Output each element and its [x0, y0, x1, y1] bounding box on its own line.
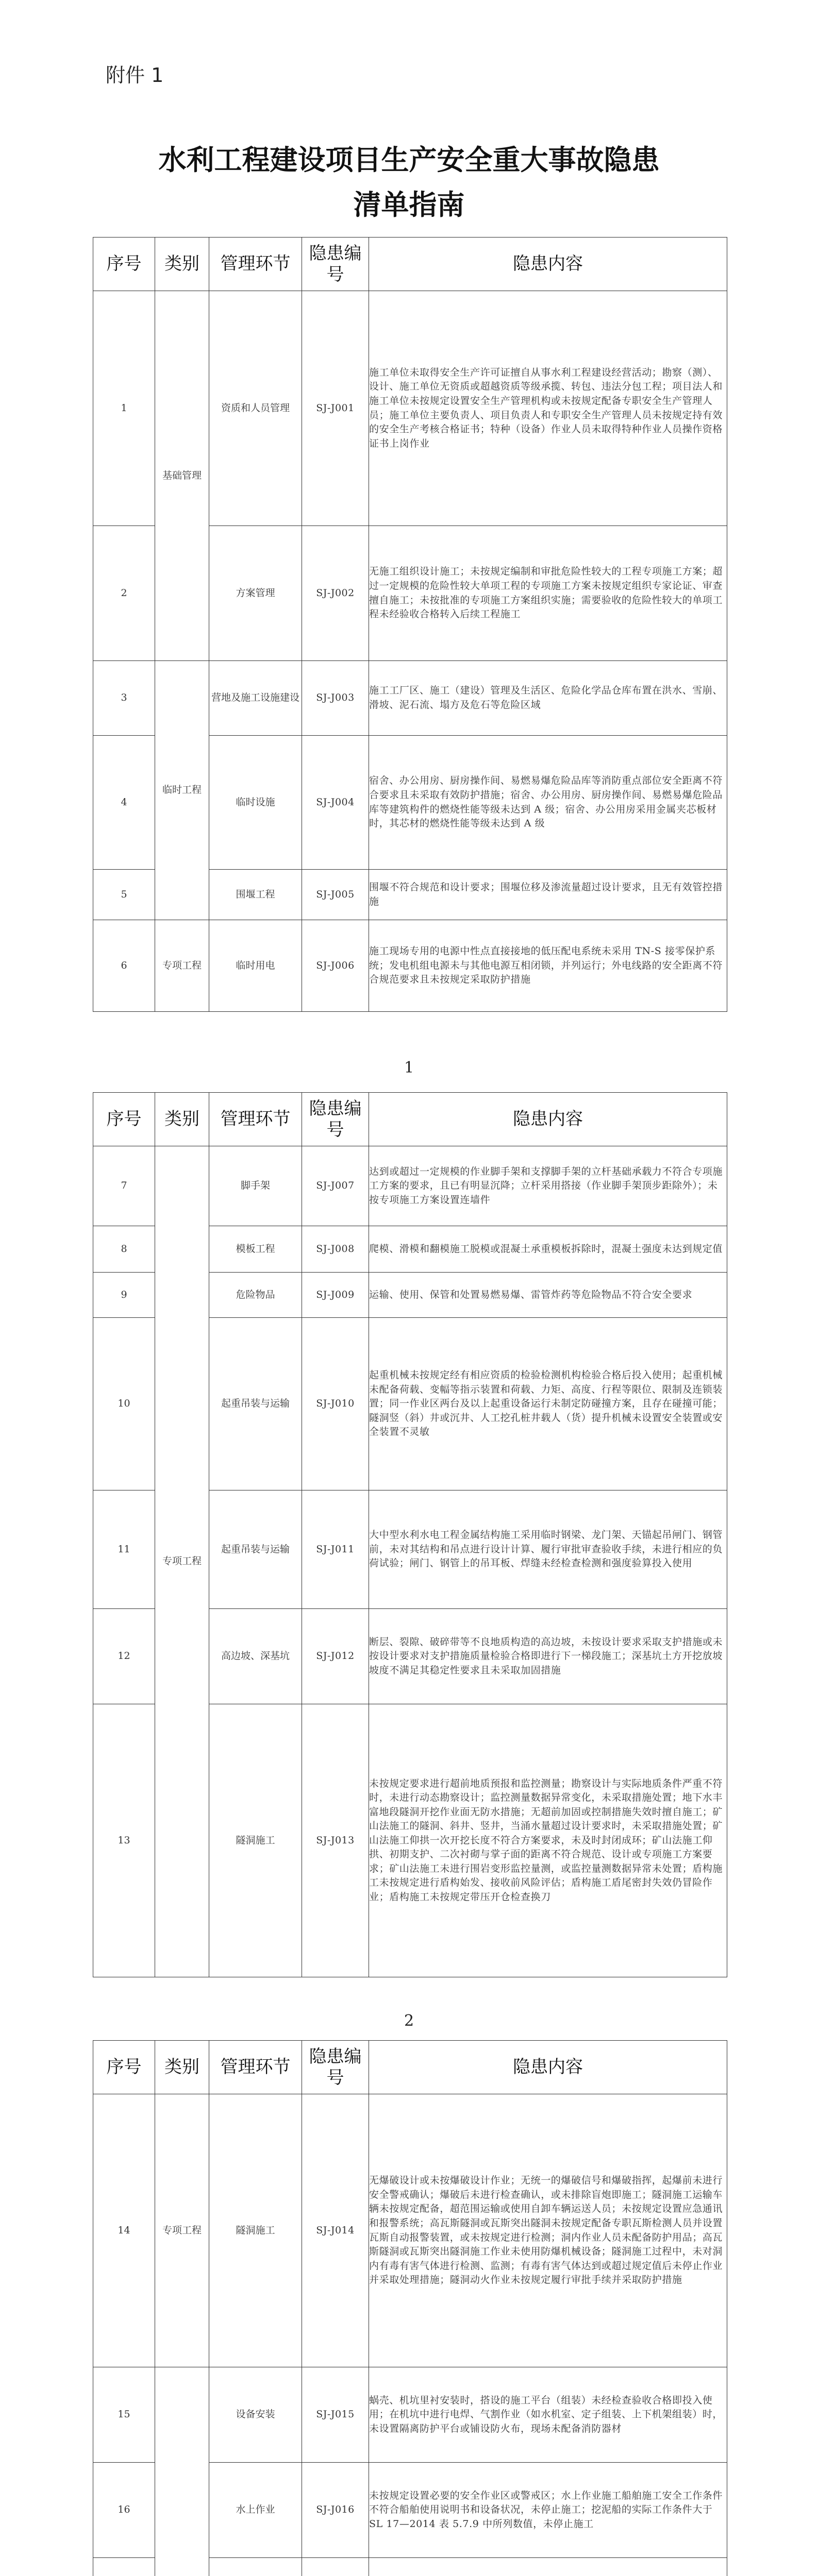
row-content: 断层、裂隙、破碎带等不良地质构造的高边坡，未按设计要求采取支护措施或未按设计要求对支护措施质量检验合格即进行下一梯段施工；深基坑土方开挖放坡坡度不满足其稳定性要求且未采取加固措施 — [369, 1609, 727, 1704]
row-link — [209, 2558, 302, 2576]
row-no — [93, 2558, 155, 2576]
header-code: 隐患编号 — [302, 1093, 369, 1146]
row-content: 施工单位未取得安全生产许可证擅自从事水利工程建设经营活动；勘察（测）、设计、施工单位无资质或超越资质等级承揽、转包、违法分包工程；项目法人和施工单位未按规定设置安全生产管理机构或未按规定配备专职安全生产管理人员；施工单位主要负责人、项目负责人和专职安全生产管理人员未按规定持有效的安全生产考核合格证书；特种（设备）作业人员未取得特种作业人员操作资格证书上岗作业 — [369, 291, 727, 526]
row-content: 起重机械未按规定经有相应资质的检验检测机构检验合格后投入使用；起重机械未配备荷载、变幅等指示装置和荷载、力矩、高度、行程等限位、限制及连锁装置；同一作业区两台及以上起重设备运行未制定防碰撞方案，且存在碰撞可能；隧洞竖（斜）井或沉井、人工挖孔桩井载人（货）提升机械未设置安全装置或安全装置不灵敏 — [369, 1318, 727, 1490]
header-content: 隐患内容 — [369, 238, 727, 291]
row-link: 高边坡、深基坑 — [209, 1609, 302, 1704]
row-code: SJ-J011 — [302, 1490, 369, 1609]
table-header-row — [93, 1093, 727, 1146]
table-header-row — [93, 238, 727, 291]
row-code: SJ-J001 — [302, 291, 369, 526]
row-no: 1 — [93, 291, 155, 526]
row-link: 方案管理 — [209, 526, 302, 661]
header-category: 类别 — [155, 238, 209, 291]
hazard-table-page-3 — [93, 2040, 727, 2576]
row-code: SJ-J013 — [302, 1704, 369, 1977]
row-code: SJ-J016 — [302, 2463, 369, 2558]
header-link: 管理环节 — [209, 2041, 302, 2094]
row-no: 7 — [93, 1146, 155, 1226]
header-link: 管理环节 — [209, 1093, 302, 1146]
row-link: 隧洞施工 — [209, 2094, 302, 2367]
attachment-label: 附件 1 — [106, 64, 164, 87]
row-category: 临时工程 — [155, 661, 209, 920]
row-content: 达到或超过一定规模的作业脚手架和支撑脚手架的立杆基础承载力不符合专项施工方案的要求，且已有明显沉降；立杆采用搭接（作业脚手架顶步距除外）；未按专项施工方案设置连墙件 — [369, 1146, 727, 1226]
row-category: 专项工程 — [155, 2094, 209, 2367]
header-no: 序号 — [93, 1093, 155, 1146]
row-content: 未按规定设置必要的安全作业区或警戒区；水上作业施工船舶施工安全工作条件不符合船舶使用说明书和设备状况，未停止施工；挖泥船的实际工作条件大于 SL 17—2014 表 5.7.9 中所列数值，未停止施工 — [369, 2463, 727, 2558]
row-link: 围堰工程 — [209, 870, 302, 920]
header-content: 隐患内容 — [369, 1093, 727, 1146]
row-link: 临时设施 — [209, 736, 302, 870]
row-no: 2 — [93, 526, 155, 661]
row-no: 6 — [93, 920, 155, 1012]
header-category: 类别 — [155, 1093, 209, 1146]
row-link: 危险物品 — [209, 1273, 302, 1318]
row-content: 围堰不符合规范和设计要求；围堰位移及渗流量超过设计要求，且无有效管控措施 — [369, 870, 727, 920]
row-content: 宿舍、办公用房、厨房操作间、易燃易爆危险品库等消防重点部位安全距离不符合要求且未采取有效防护措施；宿舍、办公用房、厨房操作间、易燃易爆危险品库等建筑构件的燃烧性能等级未达到 A 级；宿舍、办公用房采用金属夹芯板材时，其芯材的燃烧性能等级未达到 A 级 — [369, 736, 727, 870]
row-link: 资质和人员管理 — [209, 291, 302, 526]
header-category: 类别 — [155, 2041, 209, 2094]
row-no: 12 — [93, 1609, 155, 1704]
row-no: 13 — [93, 1704, 155, 1977]
row-link: 隧洞施工 — [209, 1704, 302, 1977]
row-code: SJ-J008 — [302, 1226, 369, 1273]
row-code — [302, 2558, 369, 2576]
row-code: SJ-J009 — [302, 1273, 369, 1318]
row-code: SJ-J012 — [302, 1609, 369, 1704]
document-title: 水利工程建设项目生产安全重大事故隐患 — [158, 144, 660, 176]
row-code: SJ-J010 — [302, 1318, 369, 1490]
row-no: 9 — [93, 1273, 155, 1318]
row-code: SJ-J005 — [302, 870, 369, 920]
row-content: 大中型水利水电工程金属结构施工采用临时钢梁、龙门架、天锚起吊闸门、钢管前，未对其结构和吊点进行设计计算、履行审批审查验收手续，未进行相应的负荷试验；闸门、钢管上的吊耳板、焊缝未经检查检测和强度验算投入使用 — [369, 1490, 727, 1609]
table-row — [93, 920, 727, 1012]
row-link: 模板工程 — [209, 1226, 302, 1273]
row-link: 起重吊装与运输 — [209, 1318, 302, 1490]
row-content: 运输、使用、保管和处置易燃易爆、雷管炸药等危险物品不符合安全要求 — [369, 1273, 727, 1318]
page-number: 1 — [404, 1059, 414, 1077]
row-category: 专项工程 — [155, 1146, 209, 1977]
page-number: 2 — [404, 2012, 414, 2030]
row-no: 8 — [93, 1226, 155, 1273]
table-row — [93, 2094, 727, 2367]
row-content: 施工现场专用的电源中性点直接接地的低压配电系统未采用 TN-S 接零保护系统；发电机组电源未与其他电源互相闭锁，并列运行；外电线路的安全距离不符合规范要求且未按规定采取防护措施 — [369, 920, 727, 1012]
row-code: SJ-J014 — [302, 2094, 369, 2367]
table-header-row — [93, 2041, 727, 2094]
document-subtitle: 清单指南 — [353, 189, 465, 221]
header-link: 管理环节 — [209, 238, 302, 291]
table-row — [93, 661, 727, 736]
row-link: 设备安装 — [209, 2367, 302, 2463]
row-no: 16 — [93, 2463, 155, 2558]
header-code: 隐患编号 — [302, 2041, 369, 2094]
table-row — [93, 1146, 727, 1226]
row-content: 施工工厂区、施工（建设）管理及生活区、危险化学品仓库布置在洪水、雪崩、滑坡、泥石流、塌方及危石等危险区域 — [369, 661, 727, 736]
row-category: 专项工程 — [155, 920, 209, 1012]
header-no: 序号 — [93, 238, 155, 291]
hazard-table-page-1 — [93, 237, 727, 1012]
row-code: SJ-J007 — [302, 1146, 369, 1226]
table-row — [93, 291, 727, 526]
row-code: SJ-J004 — [302, 736, 369, 870]
row-category — [155, 2367, 209, 2576]
header-code: 隐患编号 — [302, 238, 369, 291]
row-content: 爬模、滑模和翻模施工脱模或混凝土承重模板拆除时，混凝土强度未达到规定值 — [369, 1226, 727, 1273]
hazard-table-page-2 — [93, 1092, 727, 1977]
row-link: 水上作业 — [209, 2463, 302, 2558]
row-content: 未按规定要求进行超前地质预报和监控测量；勘察设计与实际地质条件严重不符时，未进行动态勘察设计；监控测量数据异常变化，未采取措施处置；地下水丰富地段隧洞开挖作业面无防水措施；无超前加固或控制措施失效时擅自施工；矿山法施工的隧洞、斜井、竖井，当涌水量超过设计要求时，未采取措施处置；矿山法施工仰拱一次开挖长度不符合方案要求，未及时封闭成环；矿山法施工仰拱、初期支护、二次衬砌与掌子面的距离不符合规范、设计或专项施工方案要求；矿山法施工未进行围岩变形监控量测，或监控量测数据异常未处置；盾构施工未按规定进行盾构始发、接收前风险评估；盾构施工盾尾密封失效仍冒险作业；盾构施工未按规定带压开仓检查换刀 — [369, 1704, 727, 1977]
row-content: 蜗壳、机坑里衬安装时，搭设的施工平台（组装）未经检查验收合格即投入使用；在机坑中进行电焊、气割作业（如水机室、定子组装、上下机架组装）时，未设置隔离防护平台或铺设防火布，现场未配备消防器材 — [369, 2367, 727, 2463]
row-content: 无施工组织设计施工；未按规定编制和审批危险性较大的工程专项施工方案；超过一定规模的危险性较大单项工程的专项施工方案未按规定组织专家论证、审查擅自施工；未按批准的专项施工方案组织实施；需要验收的危险性较大的单项工程未经验收合格转入后续工程施工 — [369, 526, 727, 661]
row-no: 15 — [93, 2367, 155, 2463]
row-code: SJ-J015 — [302, 2367, 369, 2463]
row-no: 10 — [93, 1318, 155, 1490]
row-code: SJ-J006 — [302, 920, 369, 1012]
table-row — [93, 2367, 727, 2463]
row-link: 营地及施工设施建设 — [209, 661, 302, 736]
row-no: 11 — [93, 1490, 155, 1609]
row-link: 临时用电 — [209, 920, 302, 1012]
row-content: 无爆破设计或未按爆破设计作业；无统一的爆破信号和爆破指挥，起爆前未进行安全警戒确认；爆破后未进行检查确认，或未排除盲炮即施工；隧洞施工运输车辆未按规定配备，超范围运输或使用自卸车辆运送人员；未按规定设置应急通讯和报警系统；高瓦斯隧洞或瓦斯突出隧洞未按规定配备专职瓦斯检测人员并设置瓦斯自动报警装置，或未按规定进行检测；洞内作业人员未配备防护用品；高瓦斯隧洞或瓦斯突出隧洞施工作业未使用防爆机械设备；隧洞施工过程中，未对洞内有毒有害气体进行检测、监测；有毒有害气体达到或超过规定值后未停止作业并采取处理措施；隧洞动火作业未按规定履行审批手续并采取防护措施 — [369, 2094, 727, 2367]
header-content: 隐患内容 — [369, 2041, 727, 2094]
row-link: 起重吊装与运输 — [209, 1490, 302, 1609]
row-category: 基础管理 — [155, 291, 209, 661]
row-link: 脚手架 — [209, 1146, 302, 1226]
row-no: 4 — [93, 736, 155, 870]
row-no: 3 — [93, 661, 155, 736]
row-no: 14 — [93, 2094, 155, 2367]
row-content — [369, 2558, 727, 2576]
row-code: SJ-J003 — [302, 661, 369, 736]
header-no: 序号 — [93, 2041, 155, 2094]
row-no: 5 — [93, 870, 155, 920]
row-code: SJ-J002 — [302, 526, 369, 661]
